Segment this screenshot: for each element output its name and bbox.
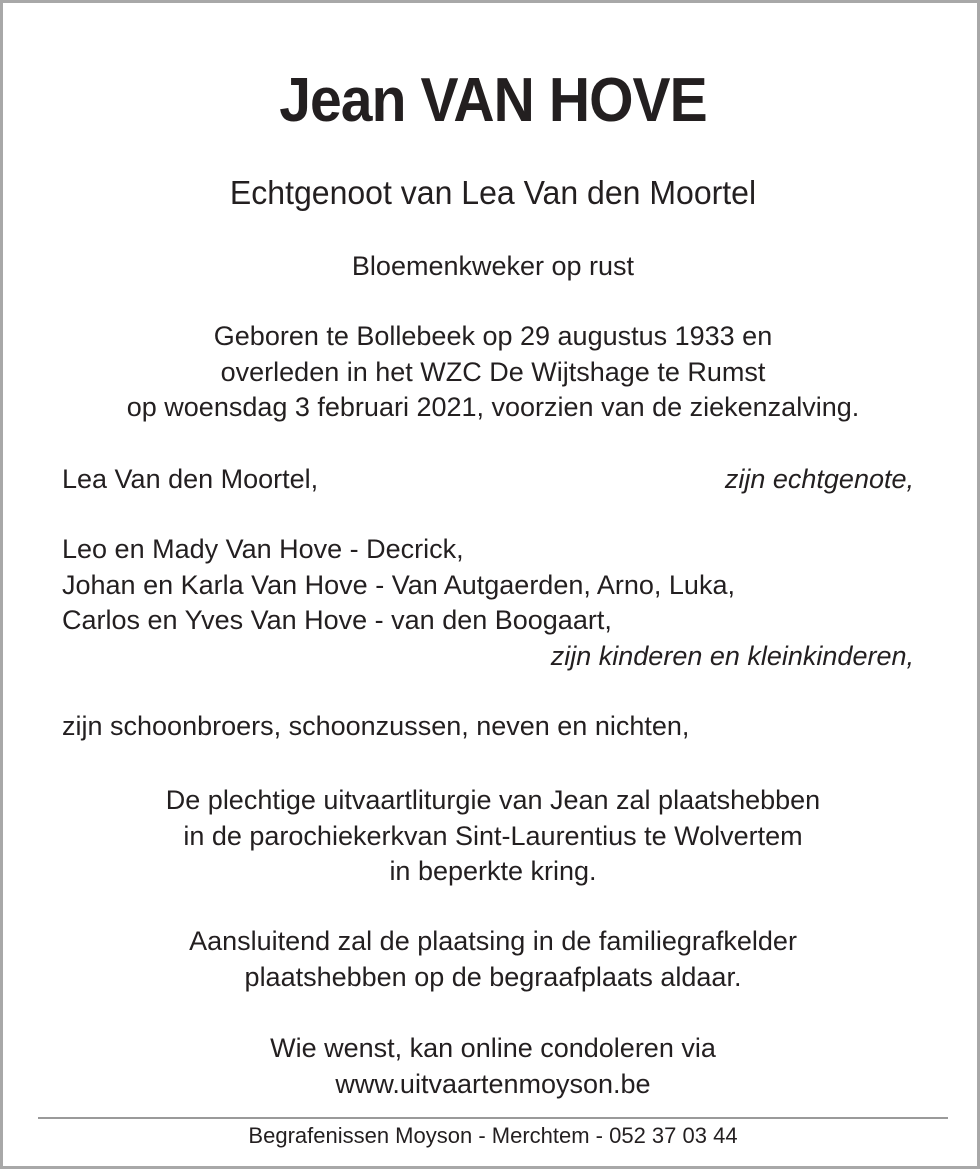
children-relation: zijn kinderen en kleinkinderen, [550,640,914,671]
spouse-of-line: Echtgenoot van Lea Van den Moortel [229,174,757,211]
relatives-line: zijn schoonbroers, schoonzussen, neven en nichten, [62,711,690,741]
child-line: Carlos en Yves Van Hove - van den Boogaart, [62,605,612,635]
funeral-line: De plechtige uitvaartliturgie van Jean zal plaatshebben [165,785,821,815]
condolence-block [3,1031,980,1102]
spouse-name: Lea Van den Moortel, [62,464,319,494]
deceased-name: Jean VAN HOVE [279,66,707,135]
footer-divider [38,1117,948,1119]
funeral-block [3,783,980,890]
burial-block [3,924,980,995]
birth-death-line: op woensdag 3 februari 2021, voorzien van de ziekenzalving. [126,392,860,422]
condolence-url: www.uitvaartenmoyson.be [335,1068,651,1099]
birth-death-line: Geboren te Bollebeek op 29 augustus 1933 en [213,321,773,351]
spouse-row [62,462,914,498]
children-block [62,532,914,674]
child-line: Leo en Mady Van Hove - Decrick, [62,534,464,564]
burial-line: plaatshebben op de begraafplaats aldaar. [244,961,742,992]
spouse-relation: zijn echtgenote, [724,464,914,494]
condolence-line: Wie wenst, kan online condoleren via [270,1033,716,1063]
birth-death-line: overleden in het WZC De Wijtshage te Rumst [220,356,766,387]
funeral-line: in beperkte kring. [389,856,597,886]
birth-death-block [3,319,980,426]
child-line: Johan en Karla Van Hove - Van Autgaerden, Arno, Luka, [62,569,735,600]
funeral-line: in de parochiekerkvan Sint-Laurentius te Wolvertem [183,820,803,851]
footer-funeral-home: Begrafenissen Moyson - Merchtem - 052 37 03 44 [248,1123,738,1148]
occupation: Bloemenkweker op rust [351,251,635,281]
burial-line: Aansluitend zal de plaatsing in de familiegrafkelder [189,926,797,956]
